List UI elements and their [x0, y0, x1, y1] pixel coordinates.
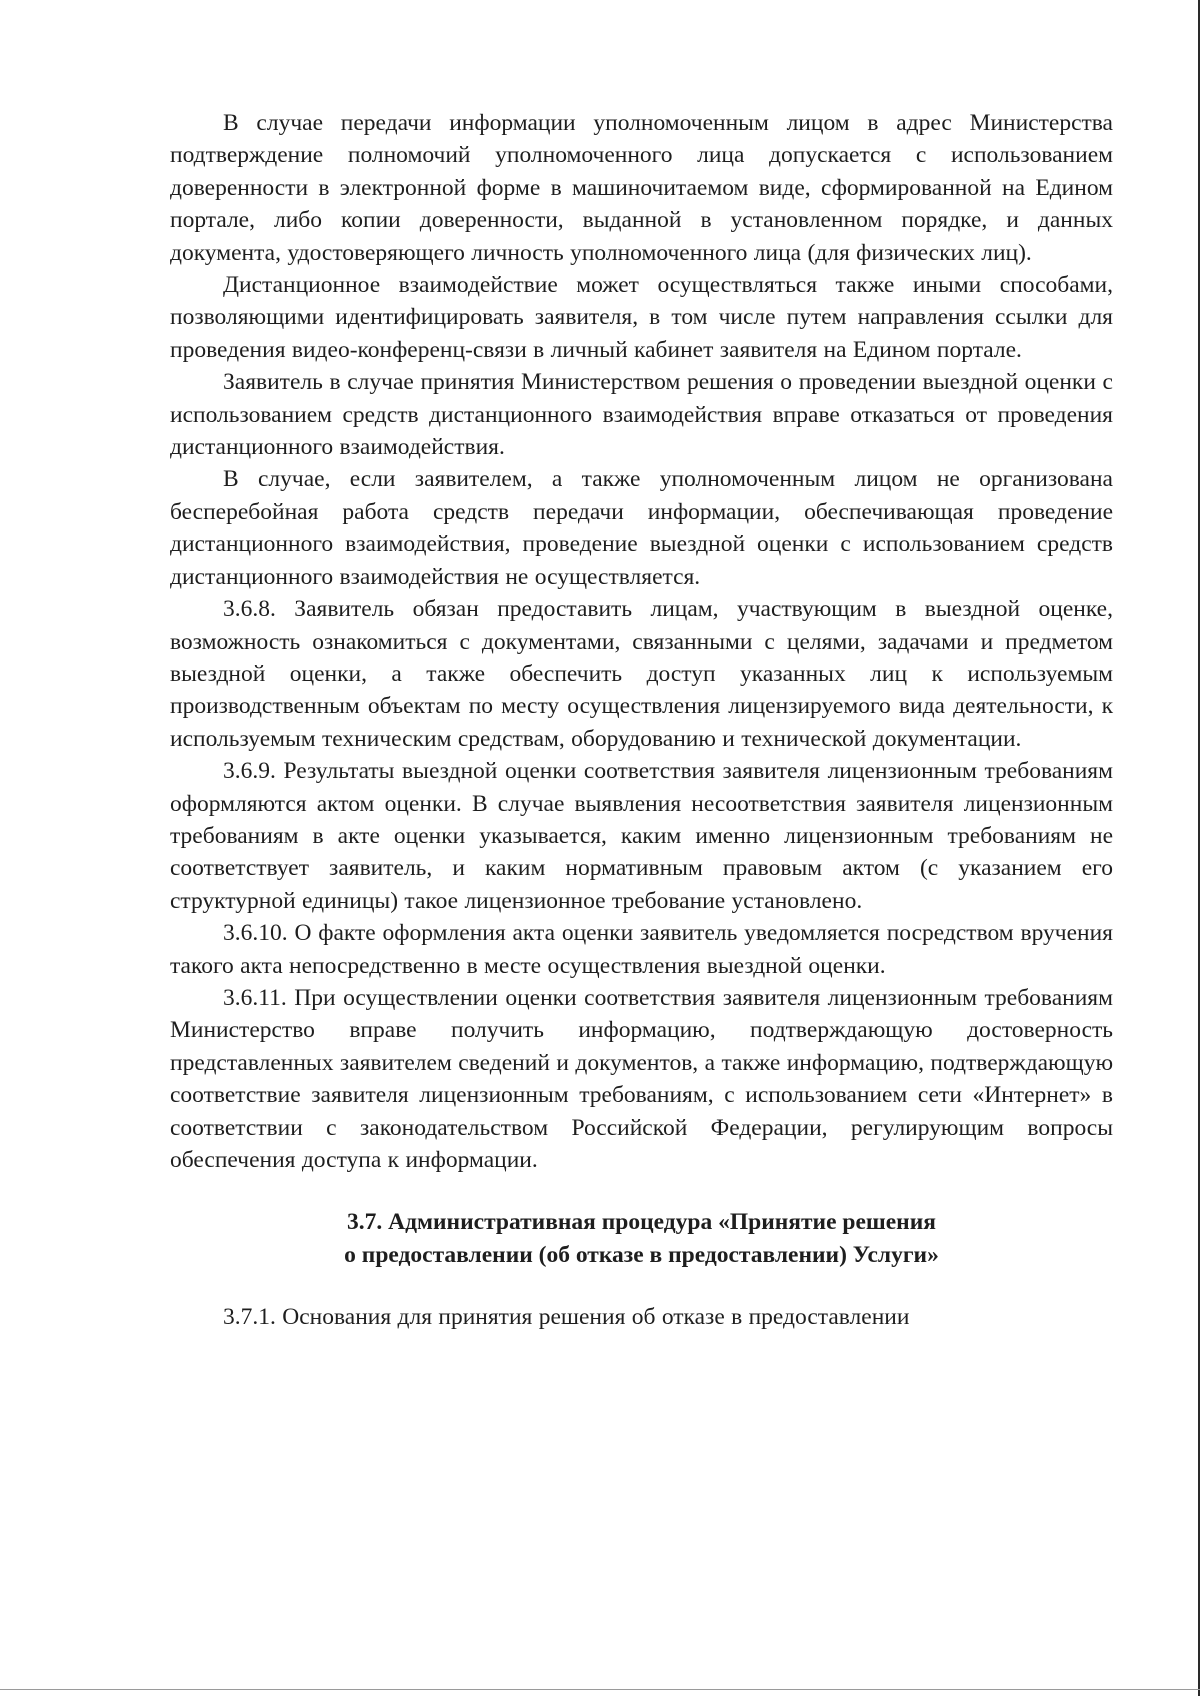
paragraph-authorized-person-transfer: В случае передачи информации уполномоченным лицом в адрес Министерства подтверждение полномочий уполномоченного лица допускается с использованием доверенности в электронной форме в машиночитаемом виде, сформированной на Едином портале, либо копии доверенности, выданной в установленном порядке, и данных документа, удостоверяющего личность уполномоченного лица (для физических лиц).: [170, 110, 1113, 266]
paragraph-remote-interaction-methods: Дистанционное взаимодействие может осуществляться также иными способами, позволяющими идентифицировать заявителя, в том числе путем направления ссылки для проведения видео-конференц-связи в личный кабинет заявителя на Едином портале.: [170, 272, 1113, 363]
section-heading-line-2: о предоставлении (об отказе в предоставлении) Услуги»: [344, 1241, 939, 1268]
paragraph-applicant-refusal-right: Заявитель в случае принятия Министерством решения о проведении выездной оценки с использованием средств дистанционного взаимодействия вправе отказаться от проведения дистанционного взаимодействия.: [170, 369, 1113, 461]
section-heading-line-1: 3.7. Административная процедура «Принятие решения: [347, 1209, 936, 1236]
section-heading-3-7: [170, 1176, 1113, 1301]
scan-edge-bottom: [0, 1689, 1200, 1690]
paragraph-3-6-8: 3.6.8. Заявитель обязан предоставить лицам, участвующим в выездной оценке, возможность ознакомиться с документами, связанными с целями, задачами и предметом выездной оценки, а также обеспечить доступ указанных лиц к используемым производственным объектам по месту осуществления лицензируемого вида деятельности, к используемым техническим средствам, оборудованию и технической документации.: [170, 596, 1113, 752]
paragraph-3-6-10: 3.6.10. О факте оформления акта оценки заявитель уведомляется посредством вручения такого акта непосредственно в месте осуществления выездной оценки.: [170, 920, 1113, 979]
paragraph-3-7-1: 3.7.1. Основания для принятия решения об отказе в предоставлении: [223, 1304, 910, 1331]
document-body: [170, 107, 1113, 1334]
paragraph-3-6-11: 3.6.11. При осуществлении оценки соответствия заявителя лицензионным требованиям Министерство вправе получить информацию, подтверждающую достоверность представленных заявителем сведений и документов, а также информацию, подтверждающую соответствие заявителя лицензионным требованиям, с использованием сети «Интернет» в соответствии с законодательством Российской Федерации, регулирующим вопросы обеспечения доступа к информации.: [170, 984, 1113, 1173]
paragraph-3-6-9: 3.6.9. Результаты выездной оценки соответствия заявителя лицензионным требованиям оформляются актом оценки. В случае выявления несоответствия заявителя лицензионным требованиям в акте оценки указывается, каким именно лицензионным требованиям не соответствует заявитель, и каким нормативным правовым актом (с указанием его структурной единицы) такое лицензионное требование установлено.: [170, 758, 1113, 914]
paragraph-uninterrupted-operation: В случае, если заявителем, а также уполномоченным лицом не организована бесперебойная работа средств передачи информации, обеспечивающая проведение дистанционного взаимодействия, проведение выездной оценки с использованием средств дистанционного взаимодействия не осуществляется.: [170, 466, 1113, 590]
